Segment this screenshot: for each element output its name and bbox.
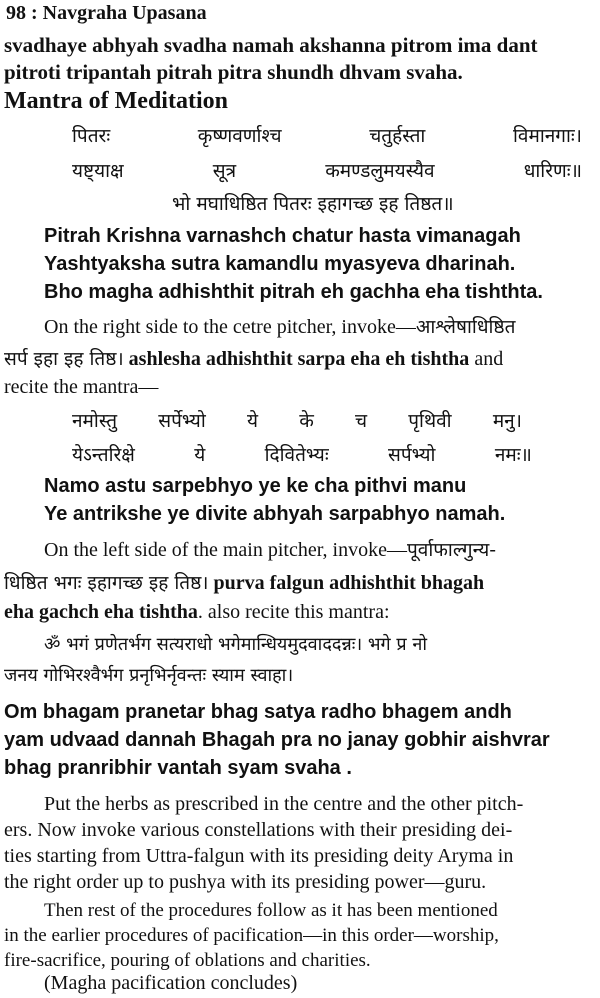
paragraph-line: the right order up to pushya with its presiding power—guru. [4,871,487,893]
sanskrit-verse-line [72,157,582,183]
bold-inline: eha gachch eha tishtha [4,601,198,623]
sanskrit-word: च [354,410,368,432]
paragraph-line: Put the herbs as prescribed in the centre and the other pitch- [44,793,524,815]
sanskrit-verse-line [72,407,522,433]
sanskrit-word: नमः॥ [494,444,532,466]
text-span: and [474,348,504,370]
sanskrit-verse-line: जनय गोभिरश्वैर्भग प्रनृभिर्नृवन्तः स्याम स्वाहा। [4,665,294,686]
bold-inline: purva falgun adhishthit bhagah [213,572,485,594]
sanskrit-word: यष्ट्याक्ष [72,160,124,182]
paragraph-line: fire-sacrifice, pouring of oblations and charities. [4,950,371,971]
sanskrit-word: कमण्डलुमयस्यैव [325,160,435,182]
sanskrit-word: सूत्र [212,160,237,182]
transliteration-line: yam udvaad dannah Bhagah pra no janay gobhir aishvrar [4,729,550,751]
sanskrit-word: नमोस्तु [72,410,118,432]
paragraph-line [4,569,484,595]
sanskrit-word: विमानगाः। [512,125,582,147]
sanskrit-word: पितरः [72,125,111,147]
paragraph-line: ties starting from Uttra-falgun with its presiding deity Aryma in [4,845,514,867]
paragraph-line [44,313,515,339]
paragraph-line [4,601,390,624]
sanskrit-word: धारिणः॥ [523,160,582,182]
text-line: svadhaye abhyah svadha namah akshanna pitrom ima dant [4,33,538,57]
transliteration-line: Om bhagam pranetar bhag satya radho bhagem andh [4,701,512,723]
paragraph-line: ers. Now invoke various constellations with their presiding dei- [4,819,513,841]
text-line: pitroti tripantah pitrah pitra shundh dhvam svaha. [4,60,463,84]
paragraph-line [44,536,496,562]
sanskrit-word: सर्पेभ्यो [158,410,206,432]
paragraph-line: in the earlier procedures of pacification—in this order—worship, [4,925,499,946]
transliteration-line: Yashtyaksha sutra kamandlu myasyeva dharinah. [44,253,516,275]
sanskrit-word: येऽन्तरिक्षे [72,444,135,466]
sanskrit-verse-line [72,441,532,467]
sanskrit-inline: पूर्वाफाल्गुन्य- [407,539,497,561]
sanskrit-word: ये [246,410,258,432]
transliteration-line: Bho magha adhishthit pitrah eh gachha eha tishthta. [44,281,543,303]
sanskrit-verse-line: भो मघाधिष्ठित पितरः इहागच्छ इह तिष्ठत॥ [172,193,454,215]
paragraph-line: recite the mantra— [4,376,159,398]
sanskrit-word: चतुर्हस्ता [369,125,426,147]
sanskrit-inline: सर्प इहा इह तिष्ठ। [4,348,124,370]
transliteration-line: Pitrah Krishna varnashch chatur hasta vimanagah [44,225,521,247]
sanskrit-word: सर्पभ्यो [388,444,436,466]
text-span: On the left side of the main pitcher, invoke— [44,539,407,561]
sanskrit-word: कृष्णवर्णाश्च [197,125,282,147]
sanskrit-verse-line: ॐ भगं प्रणेतर्भग सत्यराधो भगेमान्धियमुदवाददन्नः। भगे प्र नो [44,634,428,655]
paragraph-line [4,345,503,371]
section-heading: Mantra of Meditation [4,88,228,114]
bold-inline: ashlesha adhishthit sarpa eha eh tishtha [128,348,470,370]
text-span: On the right side to the cetre pitcher, invoke— [44,316,416,338]
transliteration-line: Ye antrikshe ye divite abhyah sarpabhyo namah. [44,503,506,525]
transliteration-line: bhag pranribhir vantah syam svaha . [4,757,352,779]
text-span: . also recite this mantra: [197,601,390,623]
sanskrit-word: ये [194,444,206,466]
sanskrit-inline: धिष्ठित भगः इहागच्छ इह तिष्ठ। [4,572,209,594]
closing-note: (Magha pacification concludes) [44,972,298,994]
page-header: 98 : Navgraha Upasana [6,2,207,24]
sanskrit-word: पृथिवी [408,410,452,432]
sanskrit-word: के [299,410,314,432]
sanskrit-word: दिवितेभ्यः [264,444,329,466]
sanskrit-word: मनु। [492,410,522,432]
sanskrit-inline: आश्लेषाधिष्ठित [415,316,516,338]
transliteration-line: Namo astu sarpebhyo ye ke cha pithvi manu [44,475,467,497]
paragraph-line: Then rest of the procedures follow as it has been mentioned [44,900,498,921]
sanskrit-verse-line [72,122,582,148]
